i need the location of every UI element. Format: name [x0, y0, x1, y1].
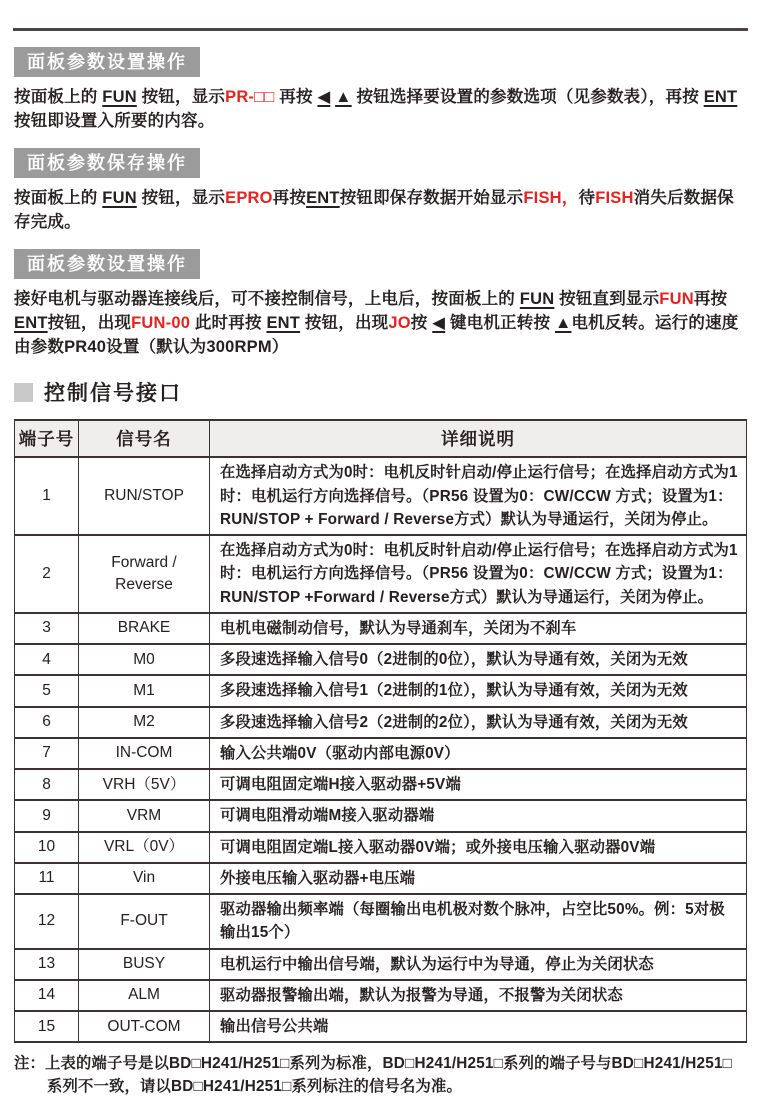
button-name-text: ▲: [554, 313, 572, 332]
button-name-text: ENT: [14, 313, 48, 332]
signal-name: BUSY: [79, 949, 210, 980]
text-segment: 按钮即保存数据开始显示: [339, 188, 524, 207]
terminal-number: 13: [15, 949, 79, 980]
terminal-number: 1: [15, 457, 79, 535]
terminal-number: 10: [15, 832, 79, 863]
signal-description: 可调电阻固定端H接入驱动器+5V端: [210, 769, 747, 800]
text-segment: 再按: [272, 188, 307, 207]
signal-name: M2: [79, 707, 210, 738]
top-rule: [13, 28, 748, 31]
signal-name: F-OUT: [79, 894, 210, 949]
terminal-number: 5: [15, 675, 79, 706]
signal-description: 外接电压输入驱动器+电压端: [210, 863, 747, 894]
text-segment: 接好电机与驱动器连接线后，可不接控制信号，上电后，按面板上的: [14, 289, 520, 308]
table-row: [15, 1011, 747, 1042]
signal-description: 驱动器输出频率端（每圈输出电机极对数个脉冲，占空比50%。例：5对极输出15个）: [210, 894, 747, 949]
signal-description: 在选择启动方式为0时：电机反时针启动/停止运行信号；在选择启动方式为1时：电机运行方向选择信号。（PR56 设置为0：CW/CCW 方式；设置为1：RUN/STOP +Forward / Reverse方式）默认为导通运行，关闭为停止。: [210, 535, 747, 613]
signal-description: 多段速选择输入信号1（2进制的1位），默认为导通有效，关闭为无效: [210, 675, 747, 706]
signal-description: 输入公共端0V（驱动内部电源0V）: [210, 738, 747, 769]
table-row: [15, 675, 747, 706]
signal-description: 驱动器报警输出端，默认为报警为导通，不报警为关闭状态: [210, 980, 747, 1011]
button-name-text: ENT: [306, 188, 340, 207]
terminal-number: 15: [15, 1011, 79, 1042]
terminal-number: 12: [15, 894, 79, 949]
instruction-paragraph: [14, 86, 747, 134]
table-row: [15, 832, 747, 863]
text-segment: 键电机正转按: [445, 313, 555, 332]
signal-name: Vin: [79, 863, 210, 894]
footnote: [14, 1053, 747, 1099]
column-header-description: 详细说明: [210, 420, 747, 457]
signal-description: 可调电阻固定端L接入驱动器0V端；或外接电压输入驱动器0V端: [210, 832, 747, 863]
signal-name: IN-COM: [79, 738, 210, 769]
text-segment: 待: [578, 188, 596, 207]
terminal-number: 7: [15, 738, 79, 769]
terminal-number: 8: [15, 769, 79, 800]
column-header-terminal-no: 端子号: [15, 420, 79, 457]
control-signal-table: [14, 419, 747, 1043]
signal-description: 多段速选择输入信号2（2进制的2位），默认为导通有效，关闭为无效: [210, 707, 747, 738]
text-segment: 按面板上的: [14, 188, 103, 207]
display-code-text: FUN-00: [131, 313, 191, 332]
footnote-text: 上表的端子号是以BD□H241/H251□系列为标准，BD□H241/H251□系列的端子号与BD□H241/H251□系列不一致，请以BD□H241/H251□系列标注的信号名为准。: [45, 1055, 733, 1096]
terminal-number: 3: [15, 613, 79, 644]
terminal-number: 11: [15, 863, 79, 894]
signal-table-body: [15, 457, 747, 1042]
text-segment: 按钮，出现: [300, 313, 389, 332]
text-segment: 按钮直到显示: [554, 289, 660, 308]
display-code-text: EPRO: [225, 188, 273, 207]
signal-description: 在选择启动方式为0时：电机反时针启动/停止运行信号；在选择启动方式为1时：电机运行方向选择信号。（PR56 设置为0：CW/CCW 方式；设置为1：RUN/STOP + Forward / Reverse方式）默认为导通运行，关闭为停止。: [210, 457, 747, 535]
button-name-text: FUN: [102, 88, 137, 106]
section-panel-param-save: [14, 148, 747, 235]
button-name-text: ◀: [432, 313, 446, 332]
terminal-number: 4: [15, 644, 79, 675]
text-segment: 按钮即设置入所要的内容。: [14, 111, 215, 130]
signal-description: 多段速选择输入信号0（2进制的0位），默认为导通有效，关闭为无效: [210, 644, 747, 675]
signal-name: OUT-COM: [79, 1011, 210, 1042]
button-name-text: ENT: [703, 88, 738, 106]
display-code-text: PR-□□: [225, 88, 275, 106]
signal-description: 可调电阻滑动端M接入驱动器端: [210, 800, 747, 831]
display-code-text: JO: [388, 313, 411, 332]
section-badge: 面板参数设置操作: [14, 249, 200, 279]
table-row: [15, 738, 747, 769]
signal-name: VRM: [79, 800, 210, 831]
signal-description: 输出信号公共端: [210, 1011, 747, 1042]
terminal-number: 9: [15, 800, 79, 831]
signal-name: BRAKE: [79, 613, 210, 644]
signal-name: M0: [79, 644, 210, 675]
table-row: [15, 644, 747, 675]
signal-description: 电机运行中输出信号端，默认为运行中为导通，停止为关闭状态: [210, 949, 747, 980]
table-row: [15, 457, 747, 535]
signal-name: VRL（0V）: [79, 832, 210, 863]
text-segment: 此时再按: [190, 313, 267, 332]
manual-page: [0, 47, 761, 1099]
section-title: 控制信号接口: [44, 382, 182, 406]
table-row: [15, 863, 747, 894]
section-panel-test-run: [14, 249, 747, 360]
button-name-text: ENT: [266, 313, 301, 332]
signal-name: VRH（5V）: [79, 769, 210, 800]
text-segment: 按面板上的: [14, 88, 103, 106]
terminal-number: 14: [15, 980, 79, 1011]
text-segment: 消失后数据保存完成。: [14, 188, 734, 231]
table-row: [15, 894, 747, 949]
section-badge: 面板参数设置操作: [14, 47, 200, 77]
text-segment: 再按: [693, 289, 728, 308]
section-title-row: [14, 377, 747, 407]
section-panel-param-set: [14, 47, 747, 134]
button-name-text: FUN: [519, 289, 555, 308]
column-header-signal-name: 信号名: [79, 420, 210, 457]
display-code-text: FUN: [659, 289, 694, 308]
section-badge: 面板参数保存操作: [14, 148, 200, 178]
table-row: [15, 769, 747, 800]
square-bullet-icon: [14, 383, 33, 402]
signal-name: Forward / Reverse: [79, 535, 210, 613]
display-code-text: FISH，: [523, 188, 579, 207]
instruction-paragraph: [14, 187, 747, 235]
display-code-text: FISH: [595, 188, 634, 207]
signal-name: RUN/STOP: [79, 457, 210, 535]
button-name-text: ▲: [335, 88, 352, 106]
table-header-row: [15, 420, 747, 457]
text-segment: 电机反转。运行的速度由参数PR40设置（默认为300RPM）: [14, 313, 739, 356]
signal-description: 电机电磁制动信号，默认为导通刹车，关闭为不刹车: [210, 613, 747, 644]
table-row: [15, 535, 747, 613]
text-segment: 按: [410, 313, 433, 332]
terminal-number: 6: [15, 707, 79, 738]
text-segment: 按钮选择要设置的参数选项（见参数表），再按: [351, 88, 704, 106]
button-name-text: FUN: [102, 188, 137, 207]
button-name-text: ◀: [317, 88, 331, 106]
table-row: [15, 980, 747, 1011]
signal-name: M1: [79, 675, 210, 706]
signal-name: ALM: [79, 980, 210, 1011]
table-row: [15, 613, 747, 644]
footnote-label: 注：: [14, 1055, 45, 1073]
text-segment: 按钮，显示: [136, 188, 226, 207]
table-row: [15, 707, 747, 738]
table-row: [15, 949, 747, 980]
text-segment: 按钮，出现: [47, 313, 132, 332]
terminal-number: 2: [15, 535, 79, 613]
text-segment: 按钮，显示: [136, 88, 226, 106]
table-row: [15, 800, 747, 831]
instruction-paragraph: [14, 288, 747, 360]
text-segment: 再按: [274, 88, 318, 106]
